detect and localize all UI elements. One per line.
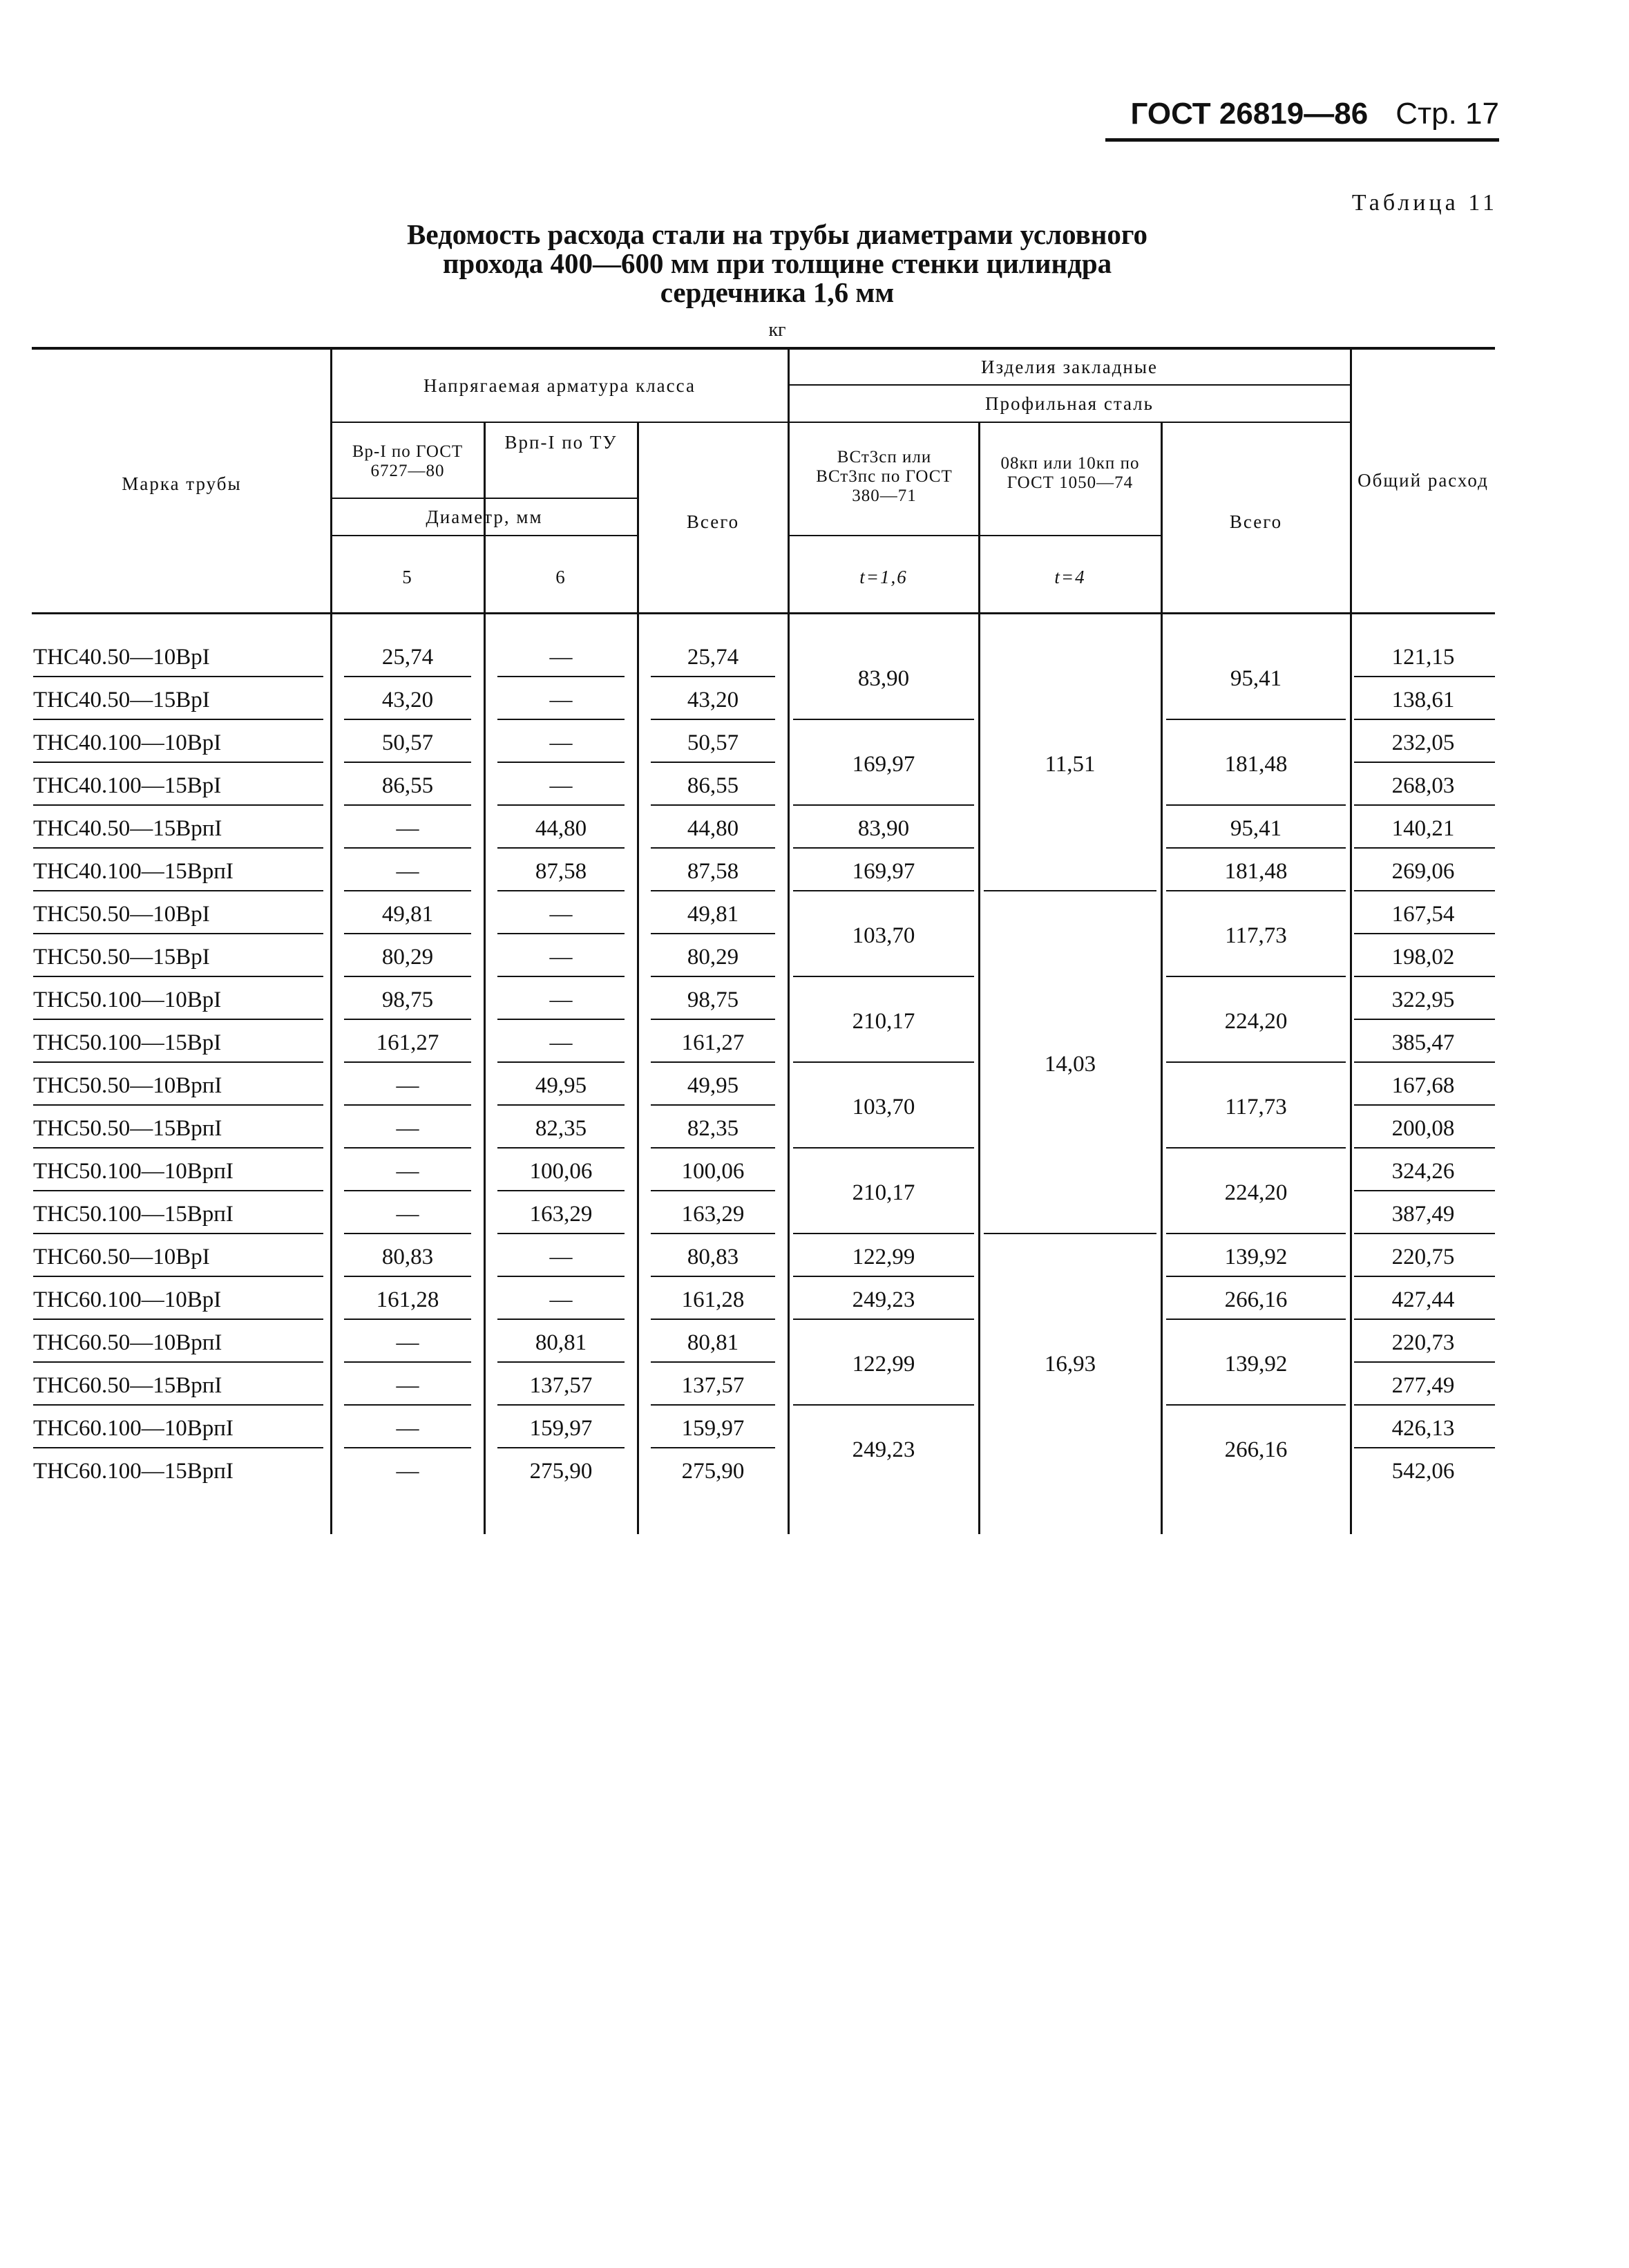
unit-label: кг — [768, 319, 786, 341]
row-separator — [33, 976, 323, 977]
table-row-vrp1: 159,97 — [529, 1416, 593, 1441]
row-separator — [651, 676, 775, 677]
row-separator — [33, 933, 323, 934]
group-cell-steel-total: 139,92 — [1224, 1352, 1288, 1377]
table-row-vrp1: 80,81 — [535, 1330, 587, 1355]
row-separator — [651, 890, 775, 891]
row-separator — [33, 1233, 323, 1234]
row-separator — [497, 1104, 625, 1106]
table-row-mark: ТНС60.100—10ВрпI — [33, 1416, 234, 1441]
group-cell-vst3: 103,70 — [852, 923, 915, 948]
header-hline — [332, 422, 788, 423]
table-row-vr1: 86,55 — [381, 773, 434, 798]
row-separator — [1166, 1061, 1346, 1063]
table-row-mark: ТНС50.100—10ВрпI — [33, 1159, 234, 1184]
row-separator — [651, 1276, 775, 1277]
group-cell-steel08: 16,93 — [1044, 1352, 1096, 1377]
table-row-vr1: 49,81 — [381, 902, 434, 927]
row-separator — [497, 762, 625, 763]
row-separator — [1354, 1190, 1495, 1191]
row-separator — [497, 1061, 625, 1063]
table-row-vrp1: — — [549, 987, 573, 1012]
row-separator — [1354, 1061, 1495, 1063]
table-row-total: 275,90 — [681, 1459, 745, 1484]
group-cell-steel-total: 266,16 — [1224, 1437, 1288, 1462]
row-separator — [793, 890, 974, 891]
table-row-mark: ТНС60.100—15ВрпI — [33, 1459, 234, 1484]
row-separator — [497, 933, 625, 934]
table-row-vr1: 25,74 — [381, 645, 434, 670]
row-separator — [651, 976, 775, 977]
row-separator — [497, 847, 625, 849]
row-separator — [33, 1190, 323, 1191]
table-row-vrp1: — — [549, 945, 573, 970]
row-separator — [651, 1061, 775, 1063]
row-separator — [344, 719, 471, 720]
col-t16-header: t=1,6 — [859, 567, 908, 587]
table-row-total: 137,57 — [681, 1373, 745, 1398]
table-row-vr1: 161,27 — [376, 1030, 439, 1055]
table-row-vr1: — — [396, 1373, 419, 1398]
row-separator — [793, 1147, 974, 1149]
row-separator — [651, 1447, 775, 1448]
table-row-mark: ТНС60.50—10ВрI — [33, 1245, 210, 1269]
table-row-overall: 167,68 — [1391, 1073, 1455, 1098]
table-row-overall: 277,49 — [1391, 1373, 1455, 1398]
table-row-overall: 324,26 — [1391, 1159, 1455, 1184]
row-separator — [497, 1233, 625, 1234]
row-separator — [651, 1361, 775, 1363]
row-separator — [497, 1447, 625, 1448]
table-row-total: 159,97 — [681, 1416, 745, 1441]
table-row-vrp1: 137,57 — [529, 1373, 593, 1398]
table-row-overall: 269,06 — [1391, 859, 1455, 884]
table-row-overall: 200,08 — [1391, 1116, 1455, 1141]
group-cell-vst3: 103,70 — [852, 1095, 915, 1119]
table-row-overall: 426,13 — [1391, 1416, 1455, 1441]
table-row-vrp1: 100,06 — [529, 1159, 593, 1184]
group-cell-vst3: 122,99 — [852, 1245, 915, 1269]
row-separator — [497, 1276, 625, 1277]
table-row-vrp1: — — [549, 645, 573, 670]
row-separator — [1354, 1404, 1495, 1406]
row-separator — [1354, 976, 1495, 977]
col-rebar-group-header: Напрягаемая арматура класса — [423, 375, 696, 396]
row-separator — [344, 1319, 471, 1320]
group-cell-steel-total: 117,73 — [1225, 923, 1287, 948]
table-row-mark: ТНС50.50—10ВрпI — [33, 1073, 222, 1098]
row-separator — [33, 719, 323, 720]
table-row-total: 43,20 — [687, 688, 739, 712]
table-row-total: 44,80 — [687, 816, 739, 841]
table-row-mark: ТНС40.100—15ВрпI — [33, 859, 234, 884]
row-separator — [497, 1190, 625, 1191]
header-hline — [789, 422, 1350, 423]
row-separator — [344, 1404, 471, 1406]
table-row-vrp1: 275,90 — [529, 1459, 593, 1484]
row-separator — [984, 1233, 1156, 1234]
row-separator — [1166, 976, 1346, 977]
table-row-vr1: — — [396, 1159, 419, 1184]
table-row-total: 86,55 — [687, 773, 739, 798]
row-separator — [1354, 1019, 1495, 1020]
table-row-overall: 138,61 — [1391, 688, 1455, 712]
group-cell-steel-total: 95,41 — [1230, 666, 1282, 691]
row-separator — [497, 976, 625, 977]
table-row-vrp1: — — [549, 1245, 573, 1269]
row-separator — [497, 719, 625, 720]
row-separator — [344, 1233, 471, 1234]
title-line-2: прохода 400—600 мм при толщине стенки цилиндра — [442, 247, 1112, 279]
table-row-mark: ТНС40.100—10ВрI — [33, 730, 222, 755]
row-separator — [793, 1233, 974, 1234]
table-row-overall: 385,47 — [1391, 1030, 1455, 1055]
table-row-total: 98,75 — [687, 987, 739, 1012]
group-cell-steel-total: 224,20 — [1224, 1180, 1288, 1205]
row-separator — [497, 1361, 625, 1363]
row-separator — [33, 1147, 323, 1149]
table-row-mark: ТНС40.100—15ВрI — [33, 773, 222, 798]
table-row-vr1: 80,29 — [381, 945, 434, 970]
col-vst3-header: ВСт3сп или ВСт3пс по ГОСТ 380—71 — [816, 448, 953, 505]
row-separator — [497, 1147, 625, 1149]
row-separator — [344, 933, 471, 934]
table-row-mark: ТНС50.100—15ВрI — [33, 1030, 222, 1055]
row-separator — [651, 1147, 775, 1149]
row-separator — [1354, 1361, 1495, 1363]
row-separator — [1354, 890, 1495, 891]
col-t4-header: t=4 — [1054, 567, 1086, 587]
table-row-total: 82,35 — [687, 1116, 739, 1141]
title-line-1: Ведомость расхода стали на трубы диаметрами условного — [407, 218, 1147, 250]
row-separator — [497, 1019, 625, 1020]
row-separator — [651, 1233, 775, 1234]
table-row-total: 80,83 — [687, 1245, 739, 1269]
table-row-mark: ТНС50.100—10ВрI — [33, 987, 222, 1012]
row-separator — [1354, 933, 1495, 934]
title-line-3: сердечника 1,6 мм — [660, 276, 895, 308]
row-separator — [344, 1361, 471, 1363]
col-mark-header: Марка трубы — [122, 473, 242, 494]
table-row-vrp1: — — [549, 1030, 573, 1055]
table-row-overall: 427,44 — [1391, 1287, 1455, 1312]
table-row-mark: ТНС60.50—15ВрпI — [33, 1373, 222, 1398]
row-separator — [497, 676, 625, 677]
col-d5-header: 5 — [402, 567, 413, 587]
table-row-vr1: — — [396, 1416, 419, 1441]
row-separator — [33, 1104, 323, 1106]
group-cell-steel08: 14,03 — [1044, 1052, 1096, 1077]
row-separator — [33, 1447, 323, 1448]
table-row-overall: 232,05 — [1391, 730, 1455, 755]
row-separator — [344, 1276, 471, 1277]
table-row-overall: 542,06 — [1391, 1459, 1455, 1484]
row-separator — [33, 1404, 323, 1406]
table-row-mark: ТНС50.100—15ВрпI — [33, 1202, 234, 1227]
row-separator — [1354, 1147, 1495, 1149]
table-row-mark: ТНС50.50—15ВрпI — [33, 1116, 222, 1141]
table-row-vrp1: — — [549, 730, 573, 755]
row-separator — [33, 890, 323, 891]
table-row-vr1: 161,28 — [376, 1287, 439, 1312]
table-row-mark: ТНС50.50—10ВрI — [33, 902, 210, 927]
row-separator — [344, 1147, 471, 1149]
row-separator — [1354, 719, 1495, 720]
row-separator — [344, 1447, 471, 1448]
group-cell-vst3: 249,23 — [852, 1437, 915, 1462]
row-separator — [1166, 1404, 1346, 1406]
header-hline — [332, 535, 637, 536]
table-row-overall: 121,15 — [1391, 645, 1455, 670]
table-row-vr1: 43,20 — [381, 688, 434, 712]
table-row-overall: 198,02 — [1391, 945, 1455, 970]
table-row-vr1: — — [396, 816, 419, 841]
row-separator — [1166, 719, 1346, 720]
row-separator — [33, 804, 323, 806]
row-separator — [793, 719, 974, 720]
row-separator — [1354, 1447, 1495, 1448]
row-separator — [1354, 1319, 1495, 1320]
row-separator — [651, 1190, 775, 1191]
table-row-vrp1: — — [549, 688, 573, 712]
table-row-vr1: 80,83 — [381, 1245, 434, 1269]
page-number: Стр. 17 — [1395, 97, 1499, 131]
table-row-mark: ТНС60.100—10ВрI — [33, 1287, 222, 1312]
row-separator — [793, 1061, 974, 1063]
row-separator — [1166, 847, 1346, 849]
row-separator — [1166, 1147, 1346, 1149]
row-separator — [651, 762, 775, 763]
table-row-mark: ТНС40.50—15ВрI — [33, 688, 210, 712]
row-separator — [344, 847, 471, 849]
table-row-total: 87,58 — [687, 859, 739, 884]
row-separator — [33, 676, 323, 677]
table-row-vrp1: 49,95 — [535, 1073, 587, 1098]
table-row-overall: 322,95 — [1391, 987, 1455, 1012]
group-cell-steel-total: 181,48 — [1224, 859, 1288, 884]
table-row-mark: ТНС60.50—10ВрпI — [33, 1330, 222, 1355]
row-separator — [793, 847, 974, 849]
group-cell-vst3: 169,97 — [852, 752, 915, 777]
row-separator — [497, 890, 625, 891]
row-separator — [497, 1319, 625, 1320]
row-separator — [33, 1019, 323, 1020]
row-separator — [793, 1404, 974, 1406]
table-row-vrp1: — — [549, 1287, 573, 1312]
col-profile-steel-header: Профильная сталь — [985, 393, 1154, 414]
row-separator — [984, 890, 1156, 891]
row-separator — [793, 804, 974, 806]
table-row-total: 80,81 — [687, 1330, 739, 1355]
group-cell-vst3: 249,23 — [852, 1287, 915, 1312]
table-row-vr1: 98,75 — [381, 987, 434, 1012]
row-separator — [1354, 762, 1495, 763]
row-separator — [497, 1404, 625, 1406]
row-separator — [344, 1019, 471, 1020]
table-row-overall: 268,03 — [1391, 773, 1455, 798]
table-row-vrp1: 44,80 — [535, 816, 587, 841]
row-separator — [793, 976, 974, 977]
table-row-mark: ТНС40.50—10ВрI — [33, 645, 210, 670]
group-cell-vst3: 210,17 — [852, 1180, 915, 1205]
group-cell-vst3: 83,90 — [857, 816, 910, 841]
row-separator — [1354, 676, 1495, 677]
group-cell-vst3: 83,90 — [857, 666, 910, 691]
row-separator — [1166, 1276, 1346, 1277]
row-separator — [344, 762, 471, 763]
row-separator — [344, 676, 471, 677]
row-separator — [651, 847, 775, 849]
row-separator — [1354, 1104, 1495, 1106]
table-row-overall: 387,49 — [1391, 1202, 1455, 1227]
row-separator — [33, 762, 323, 763]
row-separator — [1354, 804, 1495, 806]
row-separator — [1166, 1233, 1346, 1234]
row-separator — [497, 804, 625, 806]
table-row-overall: 167,54 — [1391, 902, 1455, 927]
table-row-mark: ТНС40.50—15ВрпI — [33, 816, 222, 841]
table-row-vr1: — — [396, 1330, 419, 1355]
header-hline — [789, 535, 1161, 536]
table-row-vr1: — — [396, 859, 419, 884]
table-row-total: 80,29 — [687, 945, 739, 970]
row-separator — [1166, 890, 1346, 891]
row-separator — [344, 804, 471, 806]
row-separator — [33, 1061, 323, 1063]
table-row-vr1: — — [396, 1459, 419, 1484]
table-row-overall: 220,75 — [1391, 1245, 1455, 1269]
col-diameter-header: Диаметр, мм — [426, 507, 543, 527]
table-row-mark: ТНС50.50—15ВрI — [33, 945, 210, 970]
table-row-vr1: 50,57 — [381, 730, 434, 755]
col-vrp1-header: Врп-I по ТУ — [504, 432, 618, 453]
table-title — [276, 220, 1278, 307]
row-separator — [651, 1019, 775, 1020]
row-separator — [344, 1104, 471, 1106]
table-row-total: 25,74 — [687, 645, 739, 670]
table-row-vr1: — — [396, 1116, 419, 1141]
row-separator — [793, 1319, 974, 1320]
table-row-overall: 220,73 — [1391, 1330, 1455, 1355]
row-separator — [344, 1061, 471, 1063]
table-row-total: 161,28 — [681, 1287, 745, 1312]
group-cell-vst3: 169,97 — [852, 859, 915, 884]
table-row-vrp1: — — [549, 902, 573, 927]
row-separator — [344, 1190, 471, 1191]
row-separator — [793, 1276, 974, 1277]
row-separator — [344, 976, 471, 977]
table-row-vrp1: 82,35 — [535, 1116, 587, 1141]
group-cell-steel-total: 95,41 — [1230, 816, 1282, 841]
row-separator — [651, 933, 775, 934]
row-separator — [1166, 1319, 1346, 1320]
group-cell-steel-total: 266,16 — [1224, 1287, 1288, 1312]
group-cell-steel-total: 224,20 — [1224, 1009, 1288, 1034]
table-row-total: 100,06 — [681, 1159, 745, 1184]
header-bottom-rule — [32, 612, 1495, 614]
table-row-vr1: — — [396, 1202, 419, 1227]
table-row-vrp1: 87,58 — [535, 859, 587, 884]
col-overall-header: Общий расход — [1358, 470, 1489, 491]
group-cell-vst3: 122,99 — [852, 1352, 915, 1377]
group-cell-steel-total: 117,73 — [1225, 1095, 1287, 1119]
row-separator — [651, 719, 775, 720]
row-separator — [33, 847, 323, 849]
col-rebar-total-header: Всего — [686, 511, 740, 532]
page-header — [1105, 97, 1499, 142]
table-row-total: 49,81 — [687, 902, 739, 927]
col-embedded-header: Изделия закладные — [980, 357, 1159, 377]
group-cell-vst3: 210,17 — [852, 1009, 915, 1034]
table-row-total: 49,95 — [687, 1073, 739, 1098]
group-cell-steel08: 11,51 — [1045, 752, 1096, 777]
table-row-total: 163,29 — [681, 1202, 745, 1227]
row-separator — [344, 890, 471, 891]
table-row-vr1: — — [396, 1073, 419, 1098]
col-vr1-header: Вр-I по ГОСТ 6727—80 — [352, 442, 464, 480]
row-separator — [651, 1319, 775, 1320]
row-separator — [1354, 1276, 1495, 1277]
table-row-overall: 140,21 — [1391, 816, 1455, 841]
group-cell-steel-total: 181,48 — [1224, 752, 1288, 777]
col-d6-header: 6 — [555, 567, 566, 587]
standard-number: ГОСТ 26819—86 — [1130, 97, 1369, 131]
table-row-vrp1: 163,29 — [529, 1202, 593, 1227]
group-cell-steel-total: 139,92 — [1224, 1245, 1288, 1269]
col-steel08-header: 08кп или 10кп по ГОСТ 1050—74 — [1000, 454, 1140, 492]
row-separator — [33, 1319, 323, 1320]
row-separator — [33, 1361, 323, 1363]
table-number: Таблица 11 — [1351, 190, 1498, 216]
table-row-total: 50,57 — [687, 730, 739, 755]
row-separator — [651, 1104, 775, 1106]
row-separator — [33, 1276, 323, 1277]
row-separator — [651, 804, 775, 806]
row-separator — [1354, 1233, 1495, 1234]
row-separator — [1166, 804, 1346, 806]
table-row-vrp1: — — [549, 773, 573, 798]
col-steel-total-header: Всего — [1229, 511, 1283, 532]
row-separator — [651, 1404, 775, 1406]
row-separator — [1354, 847, 1495, 849]
table-row-total: 161,27 — [681, 1030, 745, 1055]
